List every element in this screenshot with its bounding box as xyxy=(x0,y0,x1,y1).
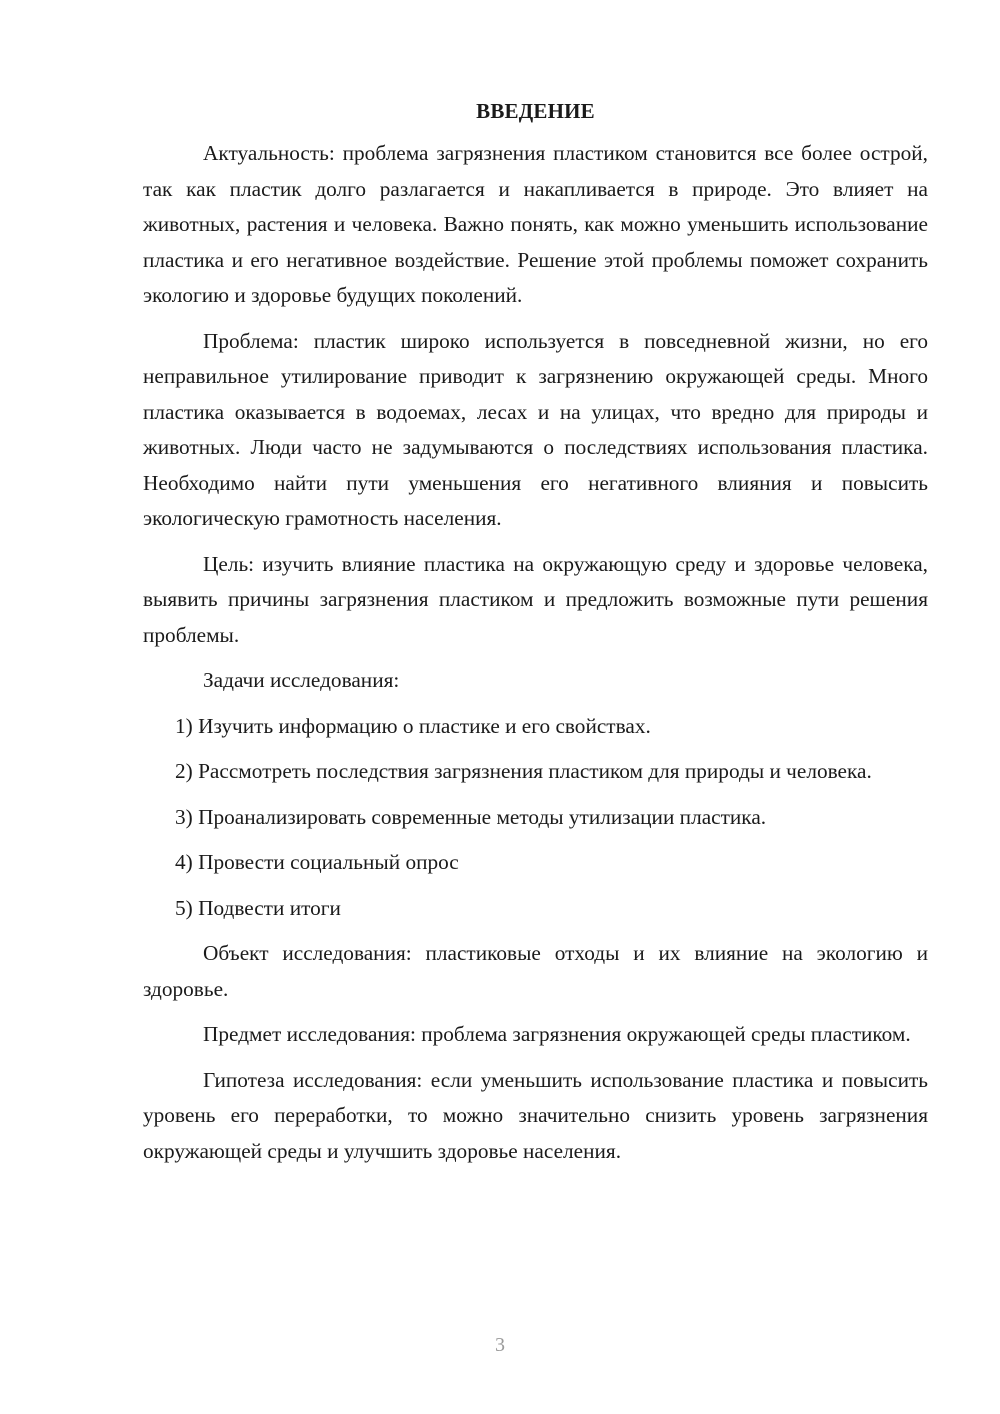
page-number: 3 xyxy=(495,1334,505,1356)
task-item: 3) Проанализировать современные методы утилизации пластика. xyxy=(175,804,767,829)
task-item: 1) Изучить информацию о пластике и его свойствах. xyxy=(175,713,651,738)
task-item: 2) Рассмотреть последствия загрязнения пластиком для природы и человека. xyxy=(175,759,872,783)
task-item: 5) Подвести итоги xyxy=(175,895,341,920)
task-item: 4) Провести социальный опрос xyxy=(175,850,459,874)
paragraph-relevance: Актуальность: проблема загрязнения пластиком становится все более острой, так как пластик долго разлагается и накапливается в природе. Это влияет на животных, растения и человека. Важно понять, как можно уменьшить использование пластика и его негативное воздействие. Решение этой проблемы поможет сохранить экологию и здоровье будущих поколений. xyxy=(143,141,928,307)
document-page xyxy=(143,96,928,1179)
tasks-list xyxy=(143,709,928,927)
section-title: ВВЕДЕНИЕ xyxy=(476,99,595,123)
paragraph-subject: Предмет исследования: проблема загрязнения окружающей среды пластиком. xyxy=(203,1022,911,1046)
paragraph-hypothesis: Гипотеза исследования: если уменьшить использование пластика и повысить уровень его переработки, то можно значительно снизить уровень загрязнения окружающей среды и улучшить здоровье населения. xyxy=(143,1067,928,1163)
paragraph-problem: Проблема: пластик широко используется в повседневной жизни, но его неправильное утилирование приводит к загрязнению окружающей среды. Много пластика оказывается в водоемах, лесах и на улицах, что вредно для природы и животных. Люди часто не задумываются о последствиях использования пластика. Необходимо найти пути уменьшения его негативного влияния и повысить экологическую грамотность населения. xyxy=(143,328,928,530)
paragraph-goal: Цель: изучить влияние пластика на окружающую среду и здоровье человека, выявить причины загрязнения пластиком и предложить возможные пути решения проблемы. xyxy=(143,551,928,647)
tasks-heading: Задачи исследования: xyxy=(203,668,400,692)
paragraph-object: Объект исследования: пластиковые отходы и их влияние на экологию и здоровье. xyxy=(143,941,928,1001)
